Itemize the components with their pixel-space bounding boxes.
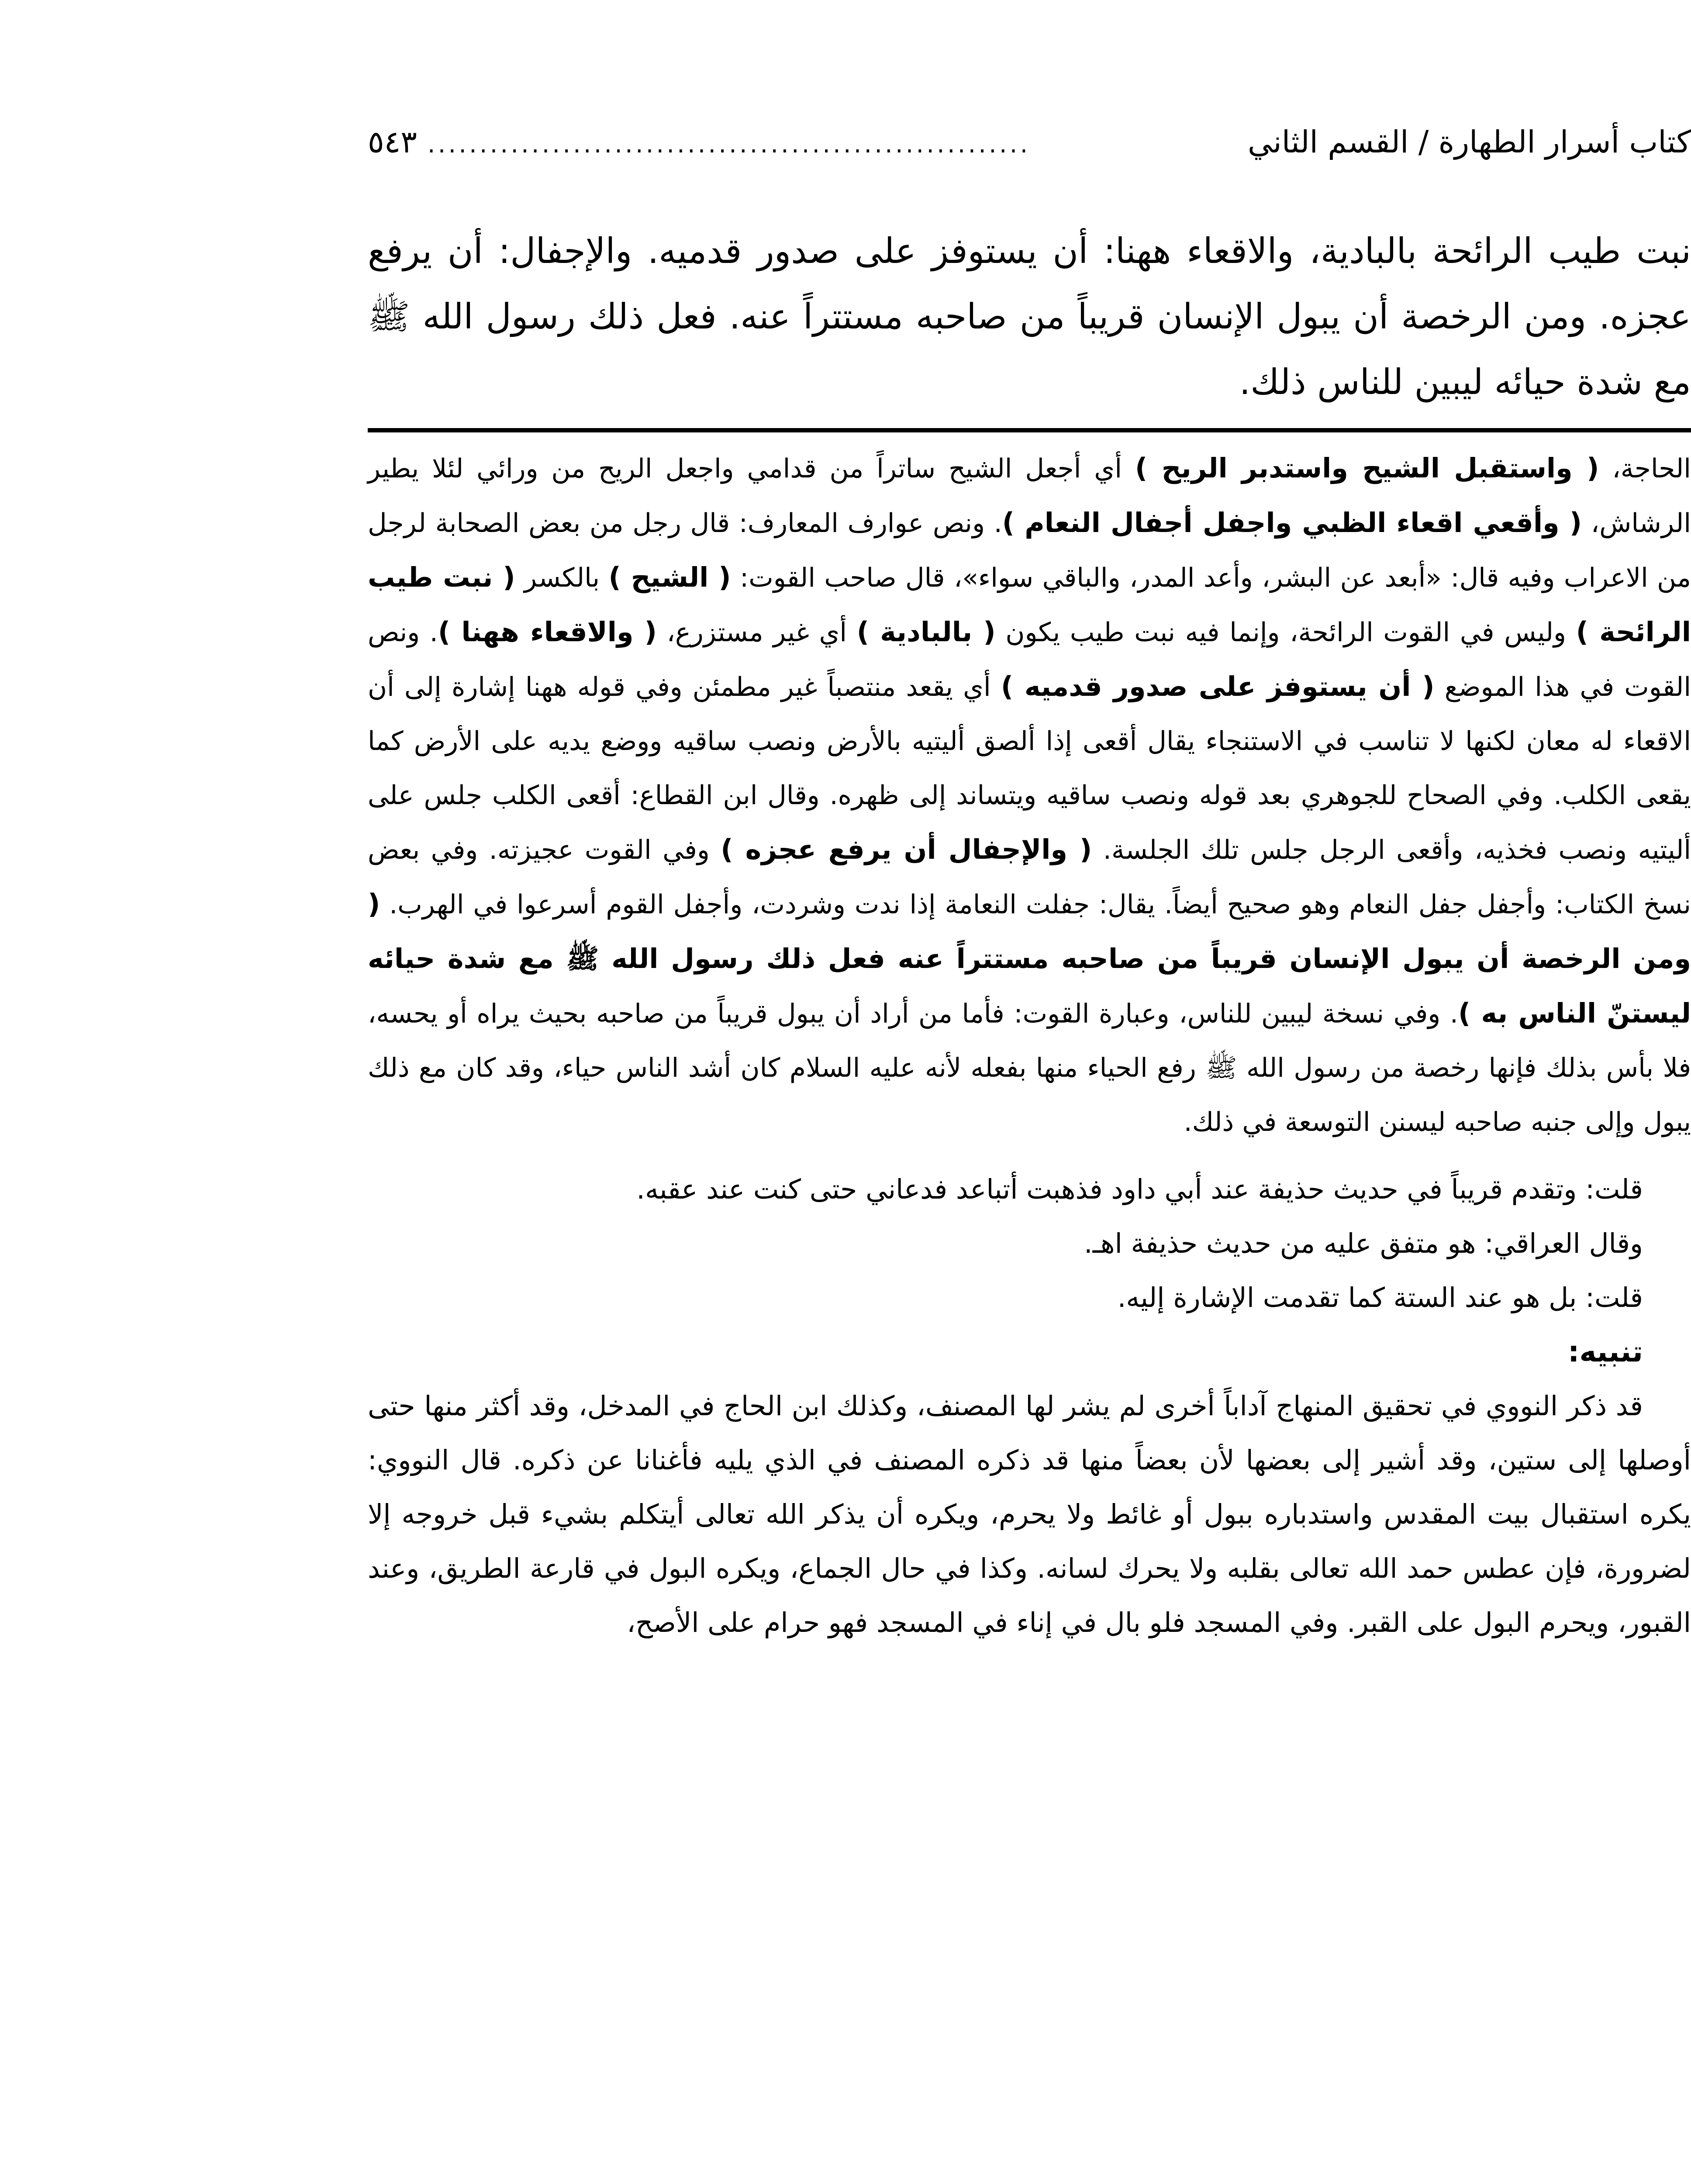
tanbih-section bbox=[368, 1325, 1691, 1650]
commentary-text: . وفي نسخة ليبين للناس، وعبارة القوت: فأما من أراد أن يبول قريباً من صاحبه بحيث يراه أو يحسه، فلا بأس بذلك فإنها رخصة من رسول الله ﷺ رفع الحياء منها بفعله لأنه عليه السلام كان أشد الناس حياء، وقد كان مع ذلك يبول وإلى جنبه صاحبه ليسنن التوسعة في ذلك. bbox=[368, 999, 1691, 1137]
book-page bbox=[368, 0, 1691, 1702]
quoted-lemma: ( نبت طيب الرائحة ) bbox=[368, 561, 1691, 648]
main-text bbox=[368, 218, 1691, 415]
footnote-separator-rule bbox=[368, 428, 1691, 432]
commentary-text: بالكسر bbox=[515, 563, 609, 593]
tanbih-paragraph: قد ذكر النووي في تحقيق المنهاج آداباً أخرى لم يشر لها المصنف، وكذلك ابن الحاج في المدخل، وقد أكثر منها حتى أوصلها إلى ستين، وقد أشير إلى بعضها لأن بعضاً منها قد ذكره المصنف في الذي يليه فأغنانا عن ذكره. قال النووي: يكره استقبال بيت المقدس واستدباره ببول أو غائط ولا يحرم، ويكره أن يذكر الله تعالى أيتكلم بشيء قبل خروجه إلا لضرورة، فإن عطس حمد الله تعالى بقلبه ولا يحرك لسانه. وكذا في حال الجماع، ويكره البول في قارعة الطريق، وعند القبور، ويحرم البول على القبر. وفي المسجد فلو بال في إناء في المسجد فهو حرام على الأصح، bbox=[368, 1390, 1691, 1638]
running-header bbox=[368, 118, 1691, 166]
page-number: ٥٤٣ bbox=[368, 124, 417, 160]
commentary-text: وفي القوت عجيزته. وفي بعض نسخ الكتاب: وأجفل جفل النعام وهو صحيح أيضاً. يقال: جفلت النعامة إذا ندت وشردت، وأجفل القوم أسرعوا في الهرب. bbox=[368, 835, 1691, 920]
quoted-lemma: ( وأقعي اقعاء الظبي واجفل أجفال النعام ) bbox=[1002, 507, 1582, 539]
commentary-paragraph bbox=[368, 441, 1691, 1149]
commentary bbox=[368, 441, 1691, 1149]
commentary-text: وليس في القوت الرائحة، وإنما فيه نبت طيب يكون bbox=[995, 617, 1576, 648]
quoted-lemma: ( واستقبل الشيح واستدبر الريح ) bbox=[1135, 452, 1599, 484]
commentary-text: أي غير مستزرع، bbox=[656, 617, 857, 648]
note-qult-sitta: قلت: بل هو عند الستة كما تقدمت الإشارة إليه. bbox=[1117, 1282, 1643, 1313]
quoted-lemma: ( ومن الرخصة أن يبول الإنسان قريباً من صاحبه مستتراً عنه فعل ذلك رسول الله ﷺ مع شدة حيائه ليستنّ الناس به ) bbox=[368, 888, 1691, 1029]
dot-leader: .......................................................... bbox=[427, 130, 1031, 159]
quoted-lemma: ( أن يستوفز على صدور قدميه ) bbox=[1001, 670, 1435, 702]
book-section-title: كتاب أسرار الطهارة / القسم الثاني bbox=[1247, 124, 1691, 160]
commentary-text: . ونص القوت في هذا الموضع bbox=[368, 617, 1691, 702]
commentary-text: أي يقعد منتصباً غير مطمئن وفي قوله ههنا إشارة إلى أن الاقعاء له معان لكنها لا تناسب في الاستنجاء يقال أقعى إذا ألصق أليتيه بالأرض ونصب ساقيه ووضع يديه على الأرض كما يقعى الكلب. وفي الصحاح للجوهري بعد قوله ونصب ساقيه ويتساند إلى ظهره. وقال ابن القطاع: أقعى الكلب جلس على أليتيه ونصب فخذيه، وأقعى الرجل جلس تلك الجلسة. bbox=[368, 672, 1691, 865]
quoted-lemma: ( الشيح ) bbox=[608, 561, 731, 593]
main-paragraph: نبت طيب الرائحة بالبادية، والاقعاء ههنا: أن يستوفز على صدور قدميه. والإجفال: أن يرفع عجزه. ومن الرخصة أن يبول الإنسان قريباً من صاحبه مستتراً عنه. فعل ذلك رسول الله ﷺ مع شدة حيائه ليبين للناس ذلك. bbox=[368, 231, 1691, 402]
quoted-lemma: ( والاقعاء ههنا ) bbox=[438, 616, 657, 648]
note-qult-hudhayfa: قلت: وتقدم قريباً في حديث حذيفة عند أبي داود فذهبت أتباعد فدعاني حتى كنت عند عقبه. bbox=[636, 1173, 1643, 1205]
quoted-lemma: ( والإجفال أن يرفع عجزه ) bbox=[721, 833, 1092, 865]
notes-section bbox=[368, 1162, 1691, 1325]
quoted-lemma: ( بالبادية ) bbox=[856, 616, 996, 648]
commentary-text: . ونص عوارف المعارف: قال رجل من بعض الصحابة لرجل من الاعراب وفيه قال: «أبعد عن البشر، وأعد المدر، والباقي سواء»، قال صاحب القوت: bbox=[368, 508, 1691, 593]
tanbih-heading: تنبيه: bbox=[1567, 1335, 1643, 1368]
commentary-text: الحاجة، bbox=[1599, 453, 1691, 484]
commentary-text: أي أجعل الشيح ساتراً من قدامي واجعل الريح من ورائي لئلا يطير الرشاش، bbox=[368, 453, 1691, 539]
note-iraqi: وقال العراقي: هو متفق عليه من حديث حذيفة اهـ. bbox=[1084, 1227, 1643, 1259]
